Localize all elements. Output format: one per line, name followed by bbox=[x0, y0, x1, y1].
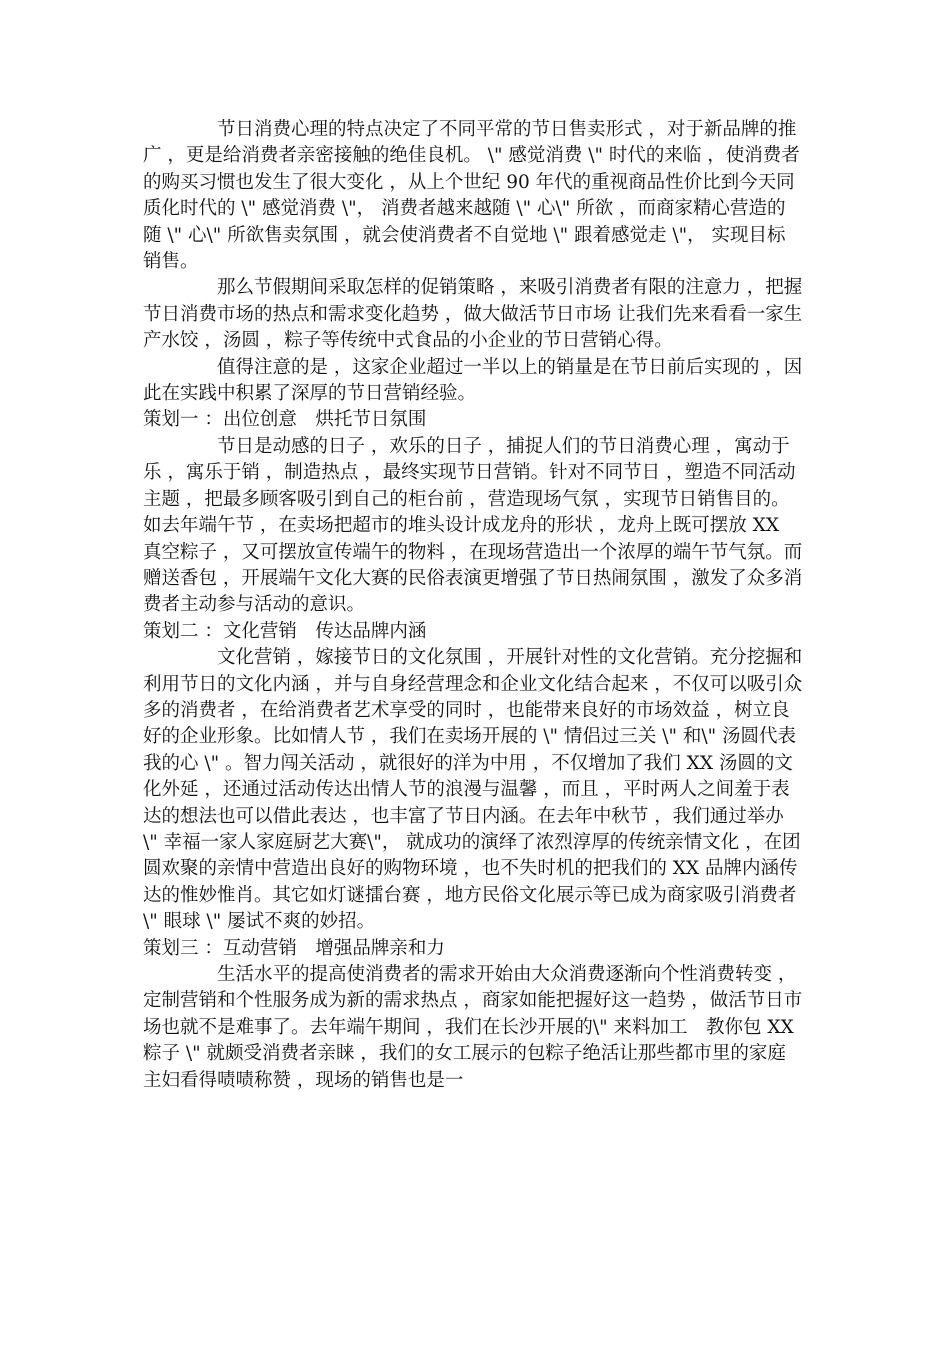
section-heading-1: 策划一 ：出位创意 烘托节日氛围 bbox=[143, 409, 427, 431]
paragraph-note: 值得注意的是 ，这家企业超过一半以上的销量是在节日前后实现的 ，因此在实践中积累了深厚的节日营销经验。 bbox=[143, 356, 803, 405]
section-heading-3: 策划三 ：互动营销 增强品牌亲和力 bbox=[143, 937, 445, 959]
paragraph-plan-3: 生活水平的提高使消费者的需求开始由大众消费逐渐向个性消费转变 ，定制营销和个性服务成为新的需求热点 ，商家如能把握好这一趋势 ，做活节日市场也就不是难事了。去年端午期间 ，我们在长沙开展的\" 来料加工 教你包 XX 粽子 \" 就颇受消费者亲睐 ，我们的女工展示的包粽子绝活让那些都市里的家庭主妇看得啧啧称赞 ，现场的销售也是一 bbox=[143, 964, 803, 1091]
paragraph-strategy-question: 那么节假期间采取怎样的促销策略 ，来吸引消费者有限的注意力 ，把握节日消费市场的热点和需求变化趋势 ，做大做活节日市场 让我们先来看看一家生产水饺 ，汤圆 ，粽子等传统中式食品的小企业的节日营销心得。 bbox=[143, 277, 803, 352]
document-body bbox=[143, 117, 803, 1094]
section-heading-2: 策划二 ：文化营销 传达品牌内涵 bbox=[143, 620, 427, 642]
paragraph-plan-2: 文化营销 ，嫁接节日的文化氛围 ，开展针对性的文化营销。充分挖掘和利用节日的文化内涵 ，并与自身经营理念和企业文化结合起来 ，不仅可以吸引众多的消费者 ，在给消费者艺术享受的同时 ，也能带来良好的市场效益 ，树立良好的企业形象。比如情人节 ，我们在卖场开展的 \" 情侣过三关 \" 和\" 汤圆代表我的心 \" 。智力闯关活动 ，就很好的洋为中用 ，不仅增加了我们 XX 汤圆的文化外延 ，还通过活动传达出情人节的浪漫与温馨 ，而且 ，平时两人之间羞于表达的想法也可以借此表达 ，也丰富了节日内涵。在去年中秋节 ，我们通过举办 \" 幸福一家人家庭厨艺大赛\"， 就成功的演绎了浓烈淳厚的传统亲情文化 ，在团圆欢聚的亲情中营造出良好的购物环境 ，也不失时机的把我们的 XX 品牌内涵传达的惟妙惟肖。其它如灯谜擂台赛 ，地方民俗文化展示等已成为商家吸引消费者\" 眼球 \" 屡试不爽的妙招。 bbox=[143, 647, 803, 933]
paragraph-plan-1: 节日是动感的日子 ，欢乐的日子 ，捕捉人们的节日消费心理 ，寓动于乐 ，寓乐于销 ，制造热点 ，最终实现节日营销。针对不同节日 ，塑造不同活动主题 ，把最多顾客吸引到自己的柜台前 ，营造现场气氛 ，实现节日销售目的。如去年端午节 ，在卖场把超市的堆头设计成龙舟的形状 ，龙舟上既可摆放 XX 真空粽子 ，又可摆放宣传端午的物料 ，在现场营造出一个浓厚的端午节气氛。而赠送香包 ，开展端午文化大赛的民俗表演更增强了节日热闹氛围 ，激发了众多消费者主动参与活动的意识。 bbox=[143, 435, 803, 616]
paragraph-intro: 节日消费心理的特点决定了不同平常的节日售卖形式 ，对于新品牌的推广 ，更是给消费者亲密接触的绝佳良机。 \" 感觉消费 \" 时代的来临 ，使消费者的购买习惯也发生了很大变化 ，从上个世纪 90 年代的重视商品性价比到今天同质化时代的 \" 感觉消费 \"， 消费者越来越随 \" 心\" 所欲 ，而商家精心营造的随 \" 心\" 所欲售卖氛围 ，就会使消费者不自觉地 \" 跟着感觉走 \"， 实现目标销售。 bbox=[143, 119, 800, 273]
